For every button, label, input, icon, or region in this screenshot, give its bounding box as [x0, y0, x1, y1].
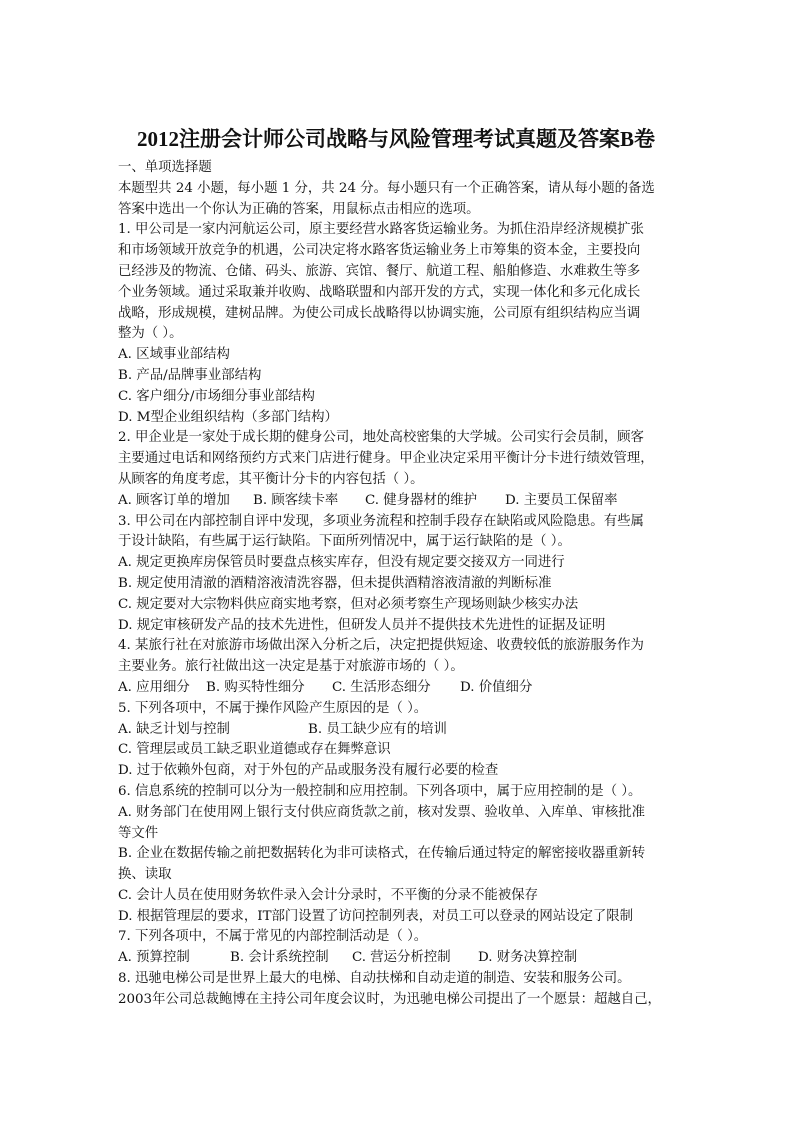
option: D. 财务决算控制	[478, 950, 578, 966]
option: A. 区域事业部结构	[118, 347, 230, 363]
option: C. 生活形态细分	[332, 679, 431, 695]
option: B. 规定使用清澈的酒精溶液清洗容器，但未提供酒精溶液清澈的判断标准	[118, 575, 552, 591]
option: C. 健身器材的维护	[365, 492, 478, 508]
option: D. 主要员工保留率	[505, 492, 618, 508]
question-stem: 于设计缺陷，有些属于运行缺陷。下面所列情况中，属于运行缺陷的是（ ）。	[118, 534, 571, 550]
option: A. 预算控制	[118, 950, 190, 966]
option-row	[118, 720, 674, 741]
option-continued: 等文件	[118, 825, 159, 841]
question-stem: 个业务领域。通过采取兼并收购、战略联盟和内部开发的方式，实现一体化和多元化成长	[118, 284, 641, 300]
question-stem: 7. 下列各项中，不属于常见的内部控制活动是（ ）。	[118, 929, 428, 945]
option-continued: 换、读取	[118, 867, 172, 883]
option: A. 财务部门在使用网上银行支付供应商货款之前，核对发票、验收单、入库单、审核批准	[118, 804, 646, 820]
option-row	[118, 678, 674, 699]
option: C. 营运分析控制	[352, 950, 451, 966]
option: C. 管理层或员工缺乏职业道德或存在舞弊意识	[118, 742, 391, 758]
question-stem: 3. 甲公司在内部控制自评中发现，多项业务流程和控制手段存在缺陷或风险隐患。有些属	[118, 513, 644, 529]
option: C. 客户细分/市场细分事业部结构	[118, 388, 315, 404]
option: A. 应用细分	[118, 679, 190, 695]
option: B. 购买特性细分	[206, 679, 305, 695]
option: A. 顾客订单的增加	[118, 492, 230, 508]
question-stem: 整为（ ）。	[118, 326, 183, 342]
question-stem: 2003年公司总裁鲍博在主持公司年度会议时，为迅驰电梯公司提出了一个愿景：超越自己，	[118, 991, 661, 1007]
option: A. 规定更换库房保管员时要盘点核实库存，但没有规定要交接双方一同进行	[118, 555, 565, 571]
question-stem: 主要通过电话和网络预约方式来门店进行健身。甲企业决定采用平衡计分卡进行绩效管理，	[118, 451, 654, 467]
option: D. 价值细分	[460, 679, 533, 695]
question-stem: 从顾客的角度考虑，其平衡计分卡的内容包括（ ）。	[118, 471, 424, 487]
question-stem: 2. 甲企业是一家处于成长期的健身公司，地处高校密集的大学城。公司实行会员制，顾客	[118, 430, 644, 446]
intro-line: 本题型共 24 小题，每小题 1 分，共 24 分。每小题只有一个正确答案，请从每小题的备选	[118, 180, 655, 196]
question-stem: 5. 下列各项中，不属于操作风险产生原因的是（ ）。	[118, 700, 428, 716]
question-stem: 6. 信息系统的控制可以分为一般控制和应用控制。下列各项中，属于应用控制的是（ ）。	[118, 783, 642, 799]
option: A. 缺乏计划与控制	[118, 721, 230, 737]
question-stem: 4. 某旅行社在对旅游市场做出深入分析之后，决定把提供短途、收费较低的旅游服务作为	[118, 638, 644, 654]
option: B. 企业在数据传输之前把数据转化为非可读格式，在传输后通过特定的解密接收器重新转	[118, 846, 646, 862]
question-stem: 和市场领域开放竞争的机遇，公司决定将水路客货运输业务上市筹集的资本金，主要投向	[118, 243, 641, 259]
question-stem: 战略，形成规模，建树品牌。为使公司成长战略得以协调实施，公司原有组织结构应当调	[118, 305, 641, 321]
option: C. 会计人员在使用财务软件录入会计分录时，不平衡的分录不能被保存	[118, 887, 538, 903]
question-stem: 主要业务。旅行社做出这一决定是基于对旅游市场的（ ）。	[118, 659, 464, 675]
section-heading: 一、单项选择题	[118, 160, 212, 175]
option: B. 会计系统控制	[230, 950, 329, 966]
option-row	[118, 491, 674, 512]
option: B. 员工缺少应有的培训	[308, 721, 447, 737]
option-row	[118, 948, 674, 969]
option: D. 根据管理层的要求，IT部门设置了访问控制列表，对员工可以登录的网站设定了限制	[118, 908, 634, 924]
option: D. M型企业组织结构（多部门结构）	[118, 409, 338, 425]
question-stem: 已经涉及的物流、仓储、码头、旅游、宾馆、餐厅、航道工程、船舶修造、水难救生等多	[118, 263, 641, 279]
option: D. 过于依赖外包商，对于外包的产品或服务没有履行必要的检查	[118, 763, 499, 779]
document-page	[118, 124, 674, 1011]
option: B. 产品/品牌事业部结构	[118, 367, 262, 383]
question-stem: 8. 迅驰电梯公司是世界上最大的电梯、自动扶梯和自动走道的制造、安装和服务公司。	[118, 971, 631, 987]
intro-line: 答案中选出一个你认为正确的答案，用鼠标点击相应的选项。	[118, 201, 480, 217]
option: D. 规定审核研发产品的技术先进性，但研发人员并不提供技术先进性的证据及证明	[118, 617, 606, 633]
option: B. 顾客续卡率	[253, 492, 339, 508]
option: C. 规定要对大宗物料供应商实地考察，但对必须考察生产现场则缺少核实办法	[118, 596, 579, 612]
page-title: 2012注册会计师公司战略与风险管理考试真题及答案B卷	[136, 127, 655, 151]
question-stem: 1. 甲公司是一家内河航运公司，原主要经营水路客货运输业务。为抓住沿岸经济规模扩张	[118, 222, 644, 238]
